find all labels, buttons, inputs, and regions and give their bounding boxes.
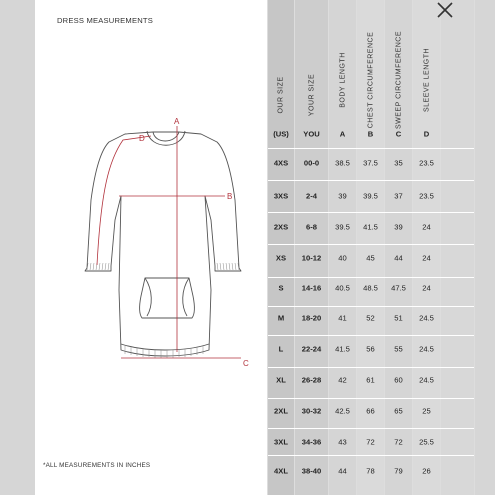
header-chest-circumference: CHEST CIRCUMFERENCE	[367, 31, 374, 129]
header-sweep-circumference: SWEEP CIRCUMFERENCE	[395, 30, 402, 130]
subheader-your-size: YOU	[303, 129, 320, 139]
subheader-our-size: (US)	[273, 129, 289, 139]
cell-sweep-circumference: 65	[394, 406, 403, 416]
cell-body-length: 40	[338, 253, 347, 263]
cell-chest-circumference: 78	[366, 466, 375, 476]
cell-your-size: 10-12	[301, 253, 322, 263]
cell-our-size: L	[278, 344, 284, 354]
row-divider	[268, 367, 474, 368]
cell-your-size: 00-0	[303, 158, 320, 168]
cell-your-size: 38-40	[301, 466, 322, 476]
cell-chest-circumference: 66	[366, 406, 375, 416]
cell-body-length: 41.5	[335, 344, 350, 354]
cell-chest-circumference: 41.5	[363, 222, 378, 232]
cell-sleeve-length: 25.5	[419, 437, 434, 447]
cell-our-size: 4XS	[273, 158, 289, 168]
cell-sweep-circumference: 37	[394, 191, 403, 201]
cell-sleeve-length: 24	[422, 222, 431, 232]
cell-chest-circumference: 37.5	[363, 158, 378, 168]
cell-sweep-circumference: 55	[394, 344, 403, 354]
cell-chest-circumference: 45	[366, 253, 375, 263]
cell-sweep-circumference: 60	[394, 375, 403, 385]
cell-chest-circumference: 56	[366, 344, 375, 354]
cell-your-size: 2-4	[306, 191, 317, 201]
cell-our-size: 4XL	[274, 466, 288, 476]
cell-our-size: 3XS	[273, 191, 289, 201]
cell-your-size: 26-28	[301, 375, 322, 385]
cell-chest-circumference: 61	[366, 375, 375, 385]
row-divider	[268, 212, 474, 213]
subheader-sleeve-length: D	[423, 129, 430, 139]
header-body-length: BODY LENGTH	[339, 52, 346, 108]
label-a: A	[174, 117, 180, 126]
cell-sleeve-length: 23.5	[419, 158, 434, 168]
row-divider	[268, 398, 474, 399]
row-divider	[268, 306, 474, 307]
cell-sleeve-length: 24.5	[419, 313, 434, 323]
size-table	[267, 0, 475, 495]
label-c: C	[243, 359, 249, 368]
row-divider	[268, 277, 474, 278]
measurement-note: *ALL MEASUREMENTS IN INCHES	[43, 462, 151, 469]
cell-our-size: 3XL	[274, 437, 288, 447]
cell-sweep-circumference: 51	[394, 313, 403, 323]
cell-sweep-circumference: 79	[394, 466, 403, 476]
cell-body-length: 43	[338, 437, 347, 447]
cell-sleeve-length: 25	[422, 406, 431, 416]
close-button[interactable]	[435, 0, 455, 20]
row-divider	[268, 244, 474, 245]
cell-body-length: 40.5	[335, 283, 350, 293]
subheader-body-length: A	[339, 129, 346, 139]
close-icon	[436, 1, 454, 19]
column-our-size	[268, 0, 294, 495]
page-title: DRESS MEASUREMENTS	[57, 16, 154, 25]
cell-body-length: 44	[338, 466, 347, 476]
label-b: B	[227, 192, 233, 201]
header-your-size: YOUR SIZE	[308, 73, 315, 117]
row-divider	[268, 335, 474, 336]
cell-body-length: 42	[338, 375, 347, 385]
cell-chest-circumference: 52	[366, 313, 375, 323]
cell-body-length: 39	[338, 191, 347, 201]
cell-body-length: 38.5	[335, 158, 350, 168]
header-sleeve-length: SLEEVE LENGTH	[423, 47, 430, 113]
cell-sleeve-length: 24	[422, 283, 431, 293]
dress-panel	[35, 0, 267, 495]
cell-sweep-circumference: 39	[394, 222, 403, 232]
cell-sweep-circumference: 44	[394, 253, 403, 263]
row-divider	[268, 180, 474, 181]
cell-chest-circumference: 72	[366, 437, 375, 447]
cell-your-size: 22-24	[301, 344, 322, 354]
cell-your-size: 30-32	[301, 406, 322, 416]
subheader-chest-circumference: B	[367, 129, 374, 139]
subheader-sweep-circumference: C	[395, 129, 402, 139]
cell-body-length: 41	[338, 313, 347, 323]
cell-sleeve-length: 23.5	[419, 191, 434, 201]
row-divider	[268, 455, 474, 456]
cell-sweep-circumference: 72	[394, 437, 403, 447]
cell-your-size: 14-16	[301, 283, 322, 293]
cell-chest-circumference: 39.5	[363, 191, 378, 201]
label-d: D	[139, 134, 145, 143]
row-divider	[268, 148, 474, 149]
cell-our-size: M	[277, 313, 285, 323]
column-spacer	[441, 0, 474, 495]
size-chart-card	[35, 0, 475, 495]
cell-our-size: S	[278, 283, 284, 293]
cell-chest-circumference: 48.5	[363, 283, 378, 293]
cell-your-size: 18-20	[301, 313, 322, 323]
cell-your-size: 34-36	[301, 437, 322, 447]
cell-our-size: 2XL	[274, 406, 288, 416]
cell-our-size: 2XS	[273, 222, 289, 232]
cell-sleeve-length: 24	[422, 253, 431, 263]
cell-sweep-circumference: 35	[394, 158, 403, 168]
dress-diagram	[35, 100, 267, 380]
cell-your-size: 6-8	[306, 222, 317, 232]
cell-sleeve-length: 24.5	[419, 375, 434, 385]
cell-sweep-circumference: 47.5	[391, 283, 406, 293]
row-divider	[268, 428, 474, 429]
cell-our-size: XS	[275, 253, 287, 263]
header-our-size: OUR SIZE	[277, 76, 285, 114]
cell-body-length: 39.5	[335, 222, 350, 232]
cell-sleeve-length: 26	[422, 466, 431, 476]
cell-our-size: XL	[276, 375, 286, 385]
cell-sleeve-length: 24.5	[419, 344, 434, 354]
cell-body-length: 42.5	[335, 406, 350, 416]
